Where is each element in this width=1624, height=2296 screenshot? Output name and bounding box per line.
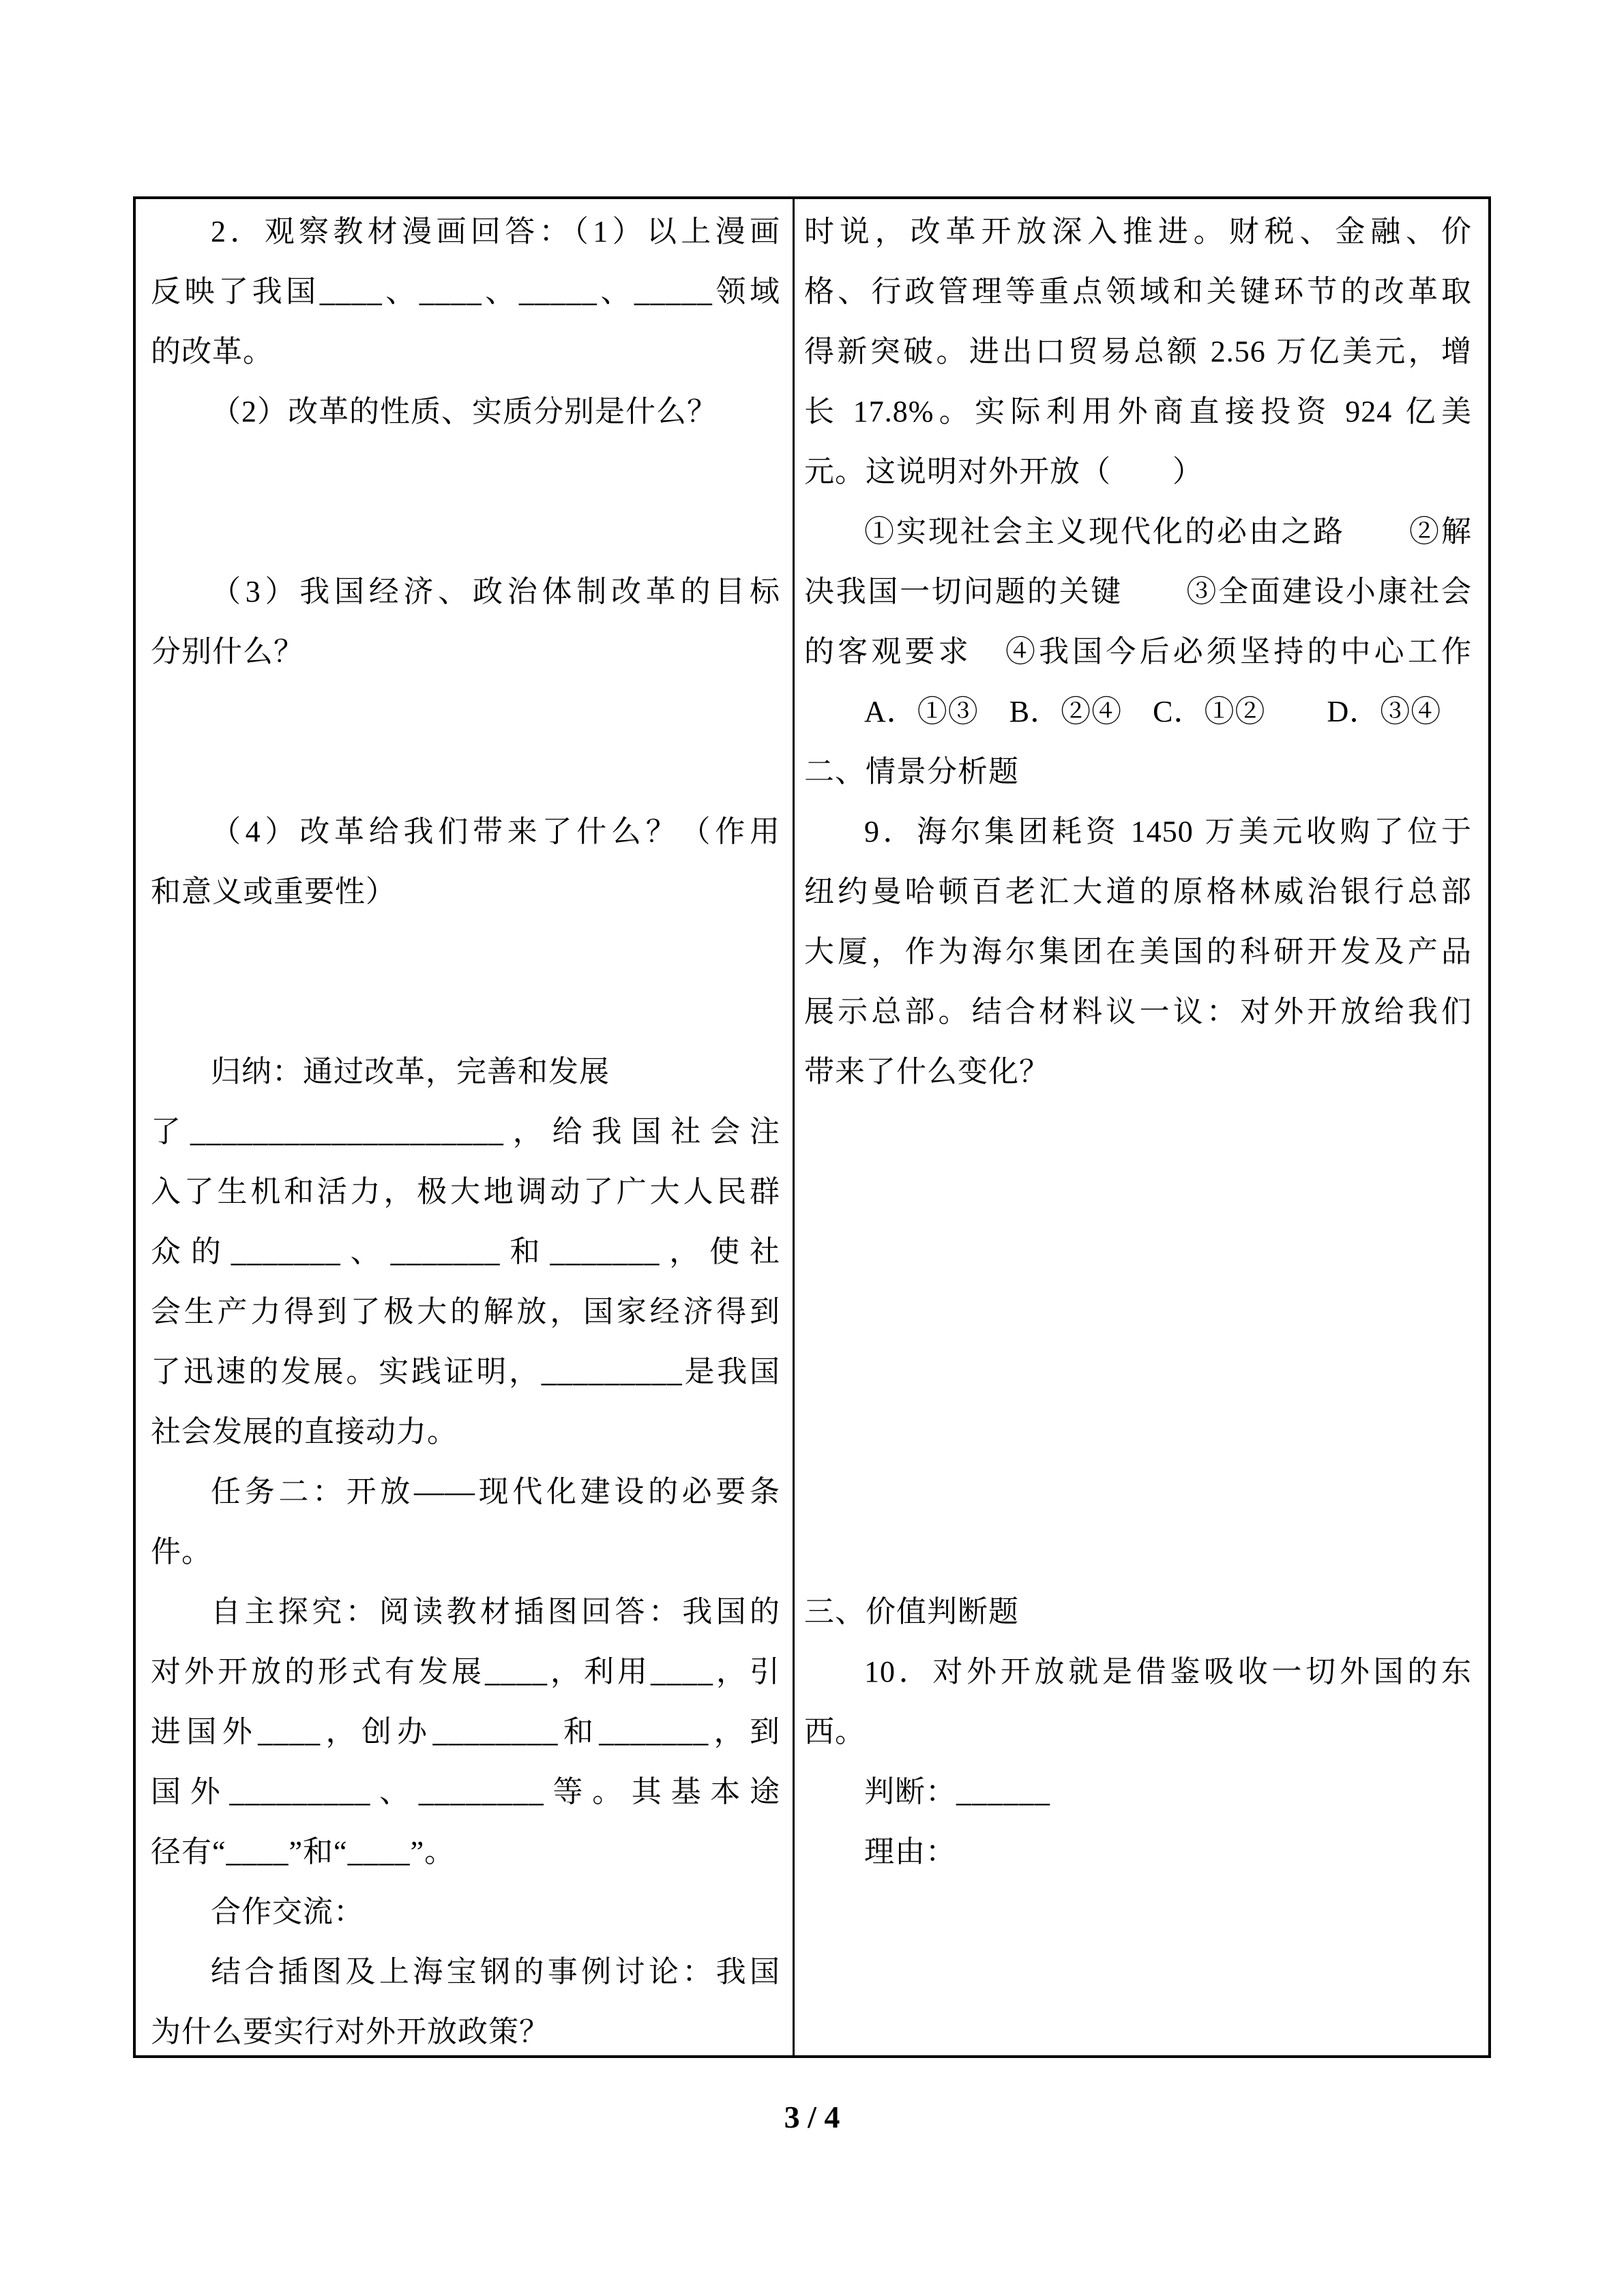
text-line: A．①③ B．②④ C．①② D．③④ (864, 695, 1442, 728)
text-line: 社会发展的直接动力。 (151, 1415, 458, 1448)
text-line: ①实现社会主义现代化的必由之路 ②解 (864, 515, 1472, 548)
text-line (151, 682, 780, 742)
text-line: 对外开放的形式有发展____，利用____，引 (151, 1655, 780, 1688)
text-line: 决我国一切问题的关键 ③全面建设小康社会 (804, 575, 1472, 608)
text-line: 会生产力得到了极大的解放，国家经济得到 (151, 1295, 780, 1328)
left-column (136, 199, 793, 2055)
text-line: 反映了我国____、____、_____、_____领域 (151, 275, 780, 308)
text-line: 入了生机和活力，极大地调动了广大人民群 (151, 1175, 780, 1208)
text-line: 格、行政管理等重点领域和关键环节的改革取 (804, 275, 1472, 308)
text-line: 西。 (804, 1715, 866, 1748)
text-line: 分别什么？ (151, 635, 304, 668)
text-line (804, 1522, 1472, 1582)
worksheet-table (133, 196, 1491, 2058)
text-line: 展示总部。结合材料议一议：对外开放给我们 (804, 995, 1472, 1028)
text-line: 2．观察教材漫画回答：（1）以上漫画 (211, 215, 780, 248)
text-line: 带来了什么变化？ (804, 1055, 1050, 1088)
text-line: 的客观要求 ④我国今后必须坚持的中心工作 (804, 635, 1472, 668)
text-line (804, 1402, 1472, 1462)
text-line: 合作交流： (211, 1895, 364, 1928)
text-line (804, 1162, 1472, 1222)
text-line: 三、价值判断题 (804, 1595, 1019, 1628)
text-line: 众的_______、_______和_______，使社 (151, 1235, 780, 1268)
text-line: 件。 (151, 1535, 212, 1568)
text-line: 了____________________，给我国社会注 (151, 1115, 780, 1148)
text-line: （3）我国经济、政治体制改革的目标 (211, 575, 780, 608)
text-line (804, 1102, 1472, 1162)
text-line: 10．对外开放就是借鉴吸收一切外国的东 (864, 1655, 1472, 1688)
text-line (804, 1222, 1472, 1282)
text-line: 的改革。 (151, 335, 274, 368)
text-line: 自主探究：阅读教材插图回答：我国的 (211, 1595, 780, 1628)
text-line: 二、情景分析题 (804, 755, 1019, 788)
text-line (151, 502, 780, 562)
text-line (151, 442, 780, 502)
text-line: （2）改革的性质、实质分别是什么？ (211, 395, 718, 428)
text-line: 大厦，作为海尔集团在美国的科研开发及产品 (804, 935, 1472, 968)
text-line: 判断：______ (864, 1775, 1050, 1808)
text-line: 时说，改革开放深入推进。财税、金融、价 (804, 215, 1472, 248)
text-line (804, 1282, 1472, 1342)
text-line: 进国外____，创办________和_______，到 (151, 1715, 780, 1748)
text-line: 元。这说明对外开放（ ） (804, 455, 1203, 488)
text-line (151, 982, 780, 1042)
text-line: 纽约曼哈顿百老汇大道的原格林威治银行总部 (804, 875, 1472, 908)
text-line: 为什么要实行对外开放政策？ (151, 2015, 550, 2048)
text-line: 了迅速的发展。实践证明，_________是我国 (151, 1355, 780, 1388)
text-line: 长 17.8%。实际利用外商直接投资 924 亿美 (804, 395, 1472, 428)
page-number: 3 / 4 (784, 2100, 840, 2134)
text-line: 任务二：开放——现代化建设的必要条 (211, 1475, 780, 1508)
text-line: 理由： (864, 1835, 956, 1868)
text-line (151, 922, 780, 982)
text-line: （4）改革给我们带来了什么？（作用 (211, 815, 780, 848)
text-line: 径有“____”和“____”。 (151, 1835, 456, 1868)
text-line (804, 1342, 1472, 1402)
text-line (151, 742, 780, 802)
text-line: 9．海尔集团耗资 1450 万美元收购了位于 (864, 815, 1472, 848)
text-line: 归纳：通过改革，完善和发展 (211, 1055, 610, 1088)
text-line: 和意义或重要性） (151, 875, 396, 908)
text-line: 国外_________、________等。其基本途 (151, 1775, 780, 1808)
text-line (804, 1462, 1472, 1522)
text-line: 得新突破。进出口贸易总额 2.56 万亿美元，增 (804, 335, 1472, 368)
text-line: 结合插图及上海宝钢的事例讨论：我国 (211, 1955, 780, 1988)
right-column (795, 199, 1488, 2055)
